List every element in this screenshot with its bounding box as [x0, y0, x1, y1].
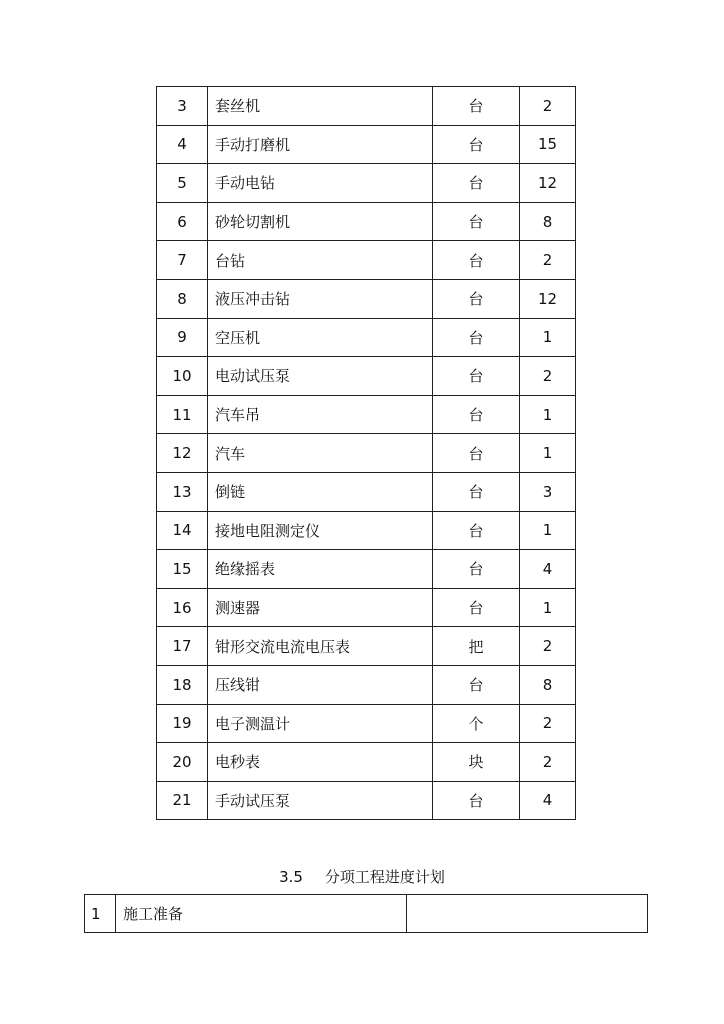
- equipment-quantity: 1: [520, 395, 576, 434]
- equipment-name: 倒链: [208, 472, 433, 511]
- equipment-unit: 台: [433, 434, 520, 473]
- equipment-name: 接地电阻测定仪: [208, 511, 433, 550]
- row-number: 4: [157, 125, 208, 164]
- equipment-unit: 台: [433, 279, 520, 318]
- row-number: 10: [157, 357, 208, 396]
- section-heading: [0, 866, 724, 887]
- row-number: 21: [157, 781, 208, 820]
- table-row: [157, 318, 576, 357]
- row-number: 16: [157, 588, 208, 627]
- table-row: [157, 434, 576, 473]
- row-number: 7: [157, 241, 208, 280]
- equipment-unit: 台: [433, 511, 520, 550]
- table-row: [157, 87, 576, 126]
- equipment-name: 电子测温计: [208, 704, 433, 743]
- equipment-table: [156, 86, 576, 820]
- row-number: 8: [157, 279, 208, 318]
- equipment-name: 压线钳: [208, 665, 433, 704]
- equipment-name: 钳形交流电流电压表: [208, 627, 433, 666]
- row-number: 5: [157, 164, 208, 203]
- row-number: 20: [157, 743, 208, 782]
- equipment-name: 电动试压泵: [208, 357, 433, 396]
- equipment-quantity: 2: [520, 357, 576, 396]
- row-number: 19: [157, 704, 208, 743]
- table-row: [157, 627, 576, 666]
- equipment-name: 汽车吊: [208, 395, 433, 434]
- table-row: [157, 588, 576, 627]
- equipment-unit: 台: [433, 125, 520, 164]
- equipment-quantity: 1: [520, 434, 576, 473]
- table-row: [157, 781, 576, 820]
- schedule-table: [84, 894, 648, 933]
- row-number: 18: [157, 665, 208, 704]
- equipment-unit: 台: [433, 550, 520, 589]
- table-row: [85, 895, 648, 933]
- equipment-name: 套丝机: [208, 87, 433, 126]
- section-number: 3.5: [279, 868, 303, 886]
- equipment-name: 手动试压泵: [208, 781, 433, 820]
- equipment-name: 砂轮切割机: [208, 202, 433, 241]
- equipment-quantity: 1: [520, 588, 576, 627]
- row-number: 12: [157, 434, 208, 473]
- equipment-quantity: 12: [520, 164, 576, 203]
- equipment-unit: 台: [433, 395, 520, 434]
- table-row: [157, 241, 576, 280]
- table-row: [157, 511, 576, 550]
- row-number: 13: [157, 472, 208, 511]
- row-number: 9: [157, 318, 208, 357]
- table-row: [157, 743, 576, 782]
- table-row: [157, 704, 576, 743]
- equipment-name: 台钻: [208, 241, 433, 280]
- row-number: 11: [157, 395, 208, 434]
- table-row: [157, 202, 576, 241]
- equipment-unit: 台: [433, 241, 520, 280]
- table-row: [157, 395, 576, 434]
- equipment-unit: 台: [433, 87, 520, 126]
- equipment-quantity: 8: [520, 202, 576, 241]
- section-title: 分项工程进度计划: [324, 868, 445, 886]
- equipment-name: 手动电钻: [208, 164, 433, 203]
- equipment-quantity: 12: [520, 279, 576, 318]
- row-number: 15: [157, 550, 208, 589]
- equipment-unit: 个: [433, 704, 520, 743]
- equipment-quantity: 3: [520, 472, 576, 511]
- table-row: [157, 125, 576, 164]
- equipment-table-body: [157, 87, 576, 820]
- row-number: 14: [157, 511, 208, 550]
- equipment-unit: 台: [433, 472, 520, 511]
- equipment-quantity: 1: [520, 511, 576, 550]
- equipment-unit: 台: [433, 781, 520, 820]
- row-number: 3: [157, 87, 208, 126]
- equipment-quantity: 15: [520, 125, 576, 164]
- row-number: 17: [157, 627, 208, 666]
- schedule-item-name: 施工准备: [116, 895, 407, 933]
- equipment-name: 汽车: [208, 434, 433, 473]
- table-row: [157, 164, 576, 203]
- row-number: 6: [157, 202, 208, 241]
- equipment-quantity: 2: [520, 627, 576, 666]
- schedule-item-detail: [407, 895, 648, 933]
- schedule-row-number: 1: [85, 895, 116, 933]
- equipment-unit: 块: [433, 743, 520, 782]
- equipment-quantity: 1: [520, 318, 576, 357]
- equipment-unit: 台: [433, 164, 520, 203]
- equipment-name: 电秒表: [208, 743, 433, 782]
- table-row: [157, 279, 576, 318]
- equipment-quantity: 4: [520, 550, 576, 589]
- equipment-quantity: 8: [520, 665, 576, 704]
- table-row: [157, 357, 576, 396]
- schedule-table-body: [85, 895, 648, 933]
- equipment-unit: 把: [433, 627, 520, 666]
- equipment-unit: 台: [433, 357, 520, 396]
- equipment-name: 测速器: [208, 588, 433, 627]
- equipment-quantity: 2: [520, 241, 576, 280]
- equipment-unit: 台: [433, 202, 520, 241]
- equipment-quantity: 4: [520, 781, 576, 820]
- equipment-unit: 台: [433, 665, 520, 704]
- table-row: [157, 550, 576, 589]
- table-row: [157, 665, 576, 704]
- table-row: [157, 472, 576, 511]
- equipment-name: 手动打磨机: [208, 125, 433, 164]
- equipment-quantity: 2: [520, 743, 576, 782]
- equipment-name: 空压机: [208, 318, 433, 357]
- equipment-name: 绝缘摇表: [208, 550, 433, 589]
- equipment-quantity: 2: [520, 87, 576, 126]
- equipment-unit: 台: [433, 588, 520, 627]
- equipment-quantity: 2: [520, 704, 576, 743]
- equipment-name: 液压冲击钻: [208, 279, 433, 318]
- equipment-unit: 台: [433, 318, 520, 357]
